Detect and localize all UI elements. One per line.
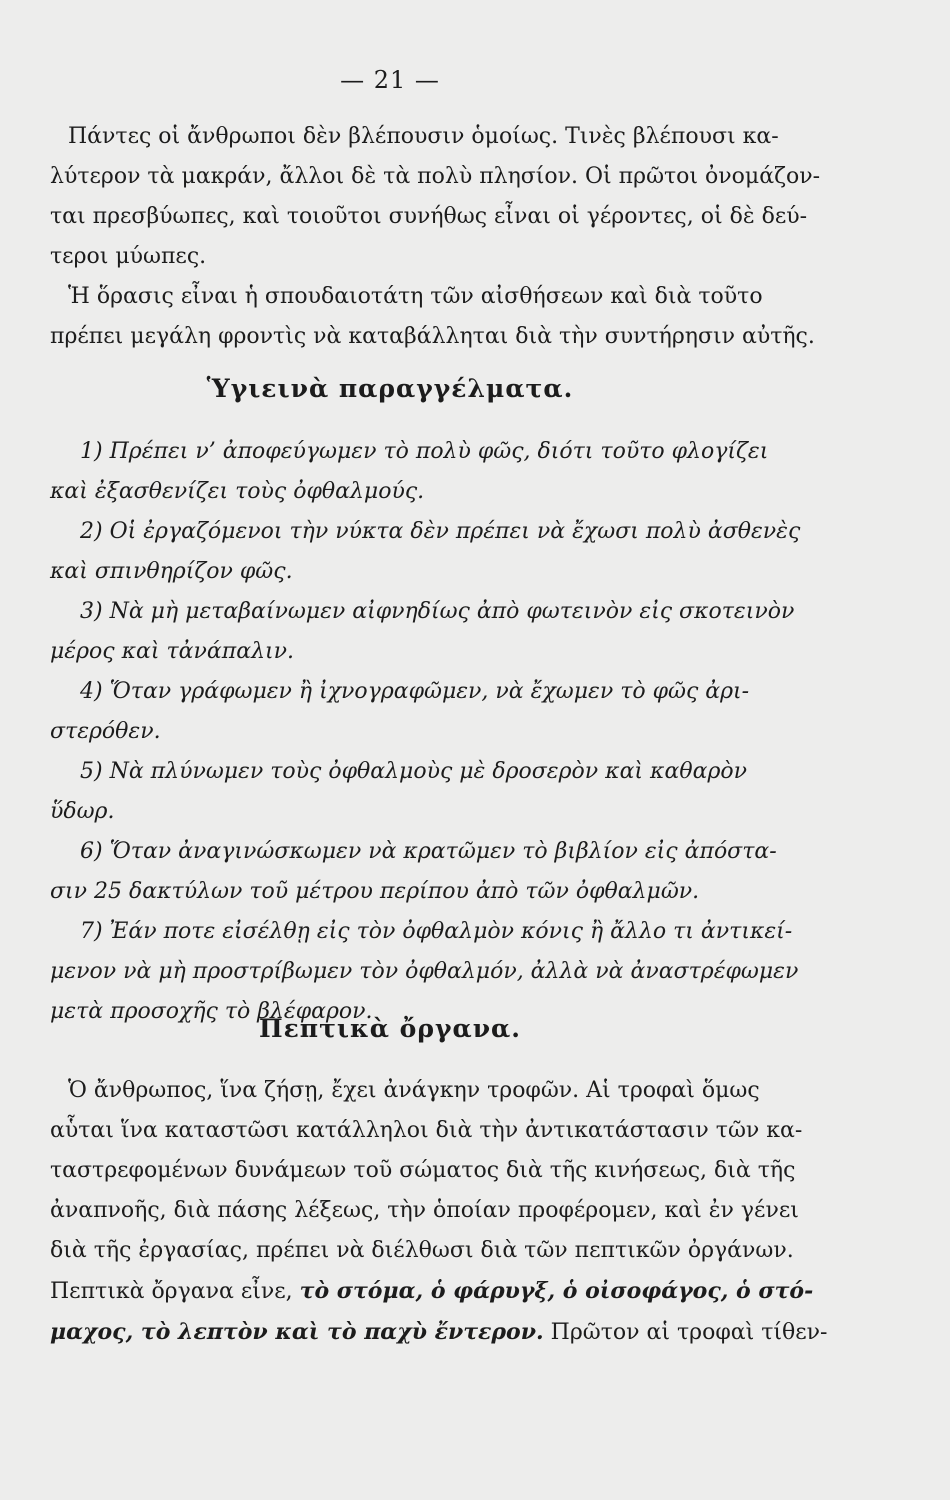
intro-line: πρέπει μεγάλη φροντὶς νὰ καταβάλληται διὰ τὴν συντήρησιν αὐτῆς. bbox=[50, 324, 815, 349]
digestive-line-organs bbox=[50, 1271, 814, 1312]
hygiene-line: 3) Νὰ μὴ μεταβαίνωμεν αἰφνηδίως ἀπὸ φωτεινὸν εἰς σκοτεινὸν bbox=[80, 599, 795, 624]
hygiene-line: στερόθεν. bbox=[50, 719, 161, 744]
intro-line: Πάντες οἱ ἄνθρωποι δὲν βλέπουσιν ὁμοίως. Τινὲς βλέπουσι κα- bbox=[68, 124, 779, 149]
hygiene-line: σιν 25 δακτύλων τοῦ μέτρου περίπου ἀπὸ τῶν ὀφθαλμῶν. bbox=[50, 879, 700, 904]
digestive-line: ἀναπνοῆς, διὰ πάσης λέξεως, τὴν ὁποίαν προφέρομεν, καὶ ἐν γένει bbox=[50, 1198, 799, 1223]
intro-line: Ἡ ὅρασις εἶναι ἡ σπουδαιοτάτη τῶν αἰσθήσεων καὶ διὰ τοῦτο bbox=[68, 284, 763, 309]
hygiene-list bbox=[50, 432, 801, 1032]
digestive-organs-intro: Πεπτικὰ ὄργανα εἶνε, bbox=[50, 1279, 293, 1304]
hygiene-line: 2) Οἱ ἐργαζόμενοι τὴν νύκτα δὲν πρέπει νὰ ἔχωσι πολὺ ἀσθενὲς bbox=[80, 519, 801, 544]
digestive-line: Ὁ ἄνθρωπος, ἵνα ζήσῃ, ἔχει ἀνάγκην τροφῶν. Αἱ τροφαὶ ὅμως bbox=[68, 1078, 760, 1103]
hygiene-line: μέρος καὶ τἀνάπαλιν. bbox=[50, 639, 295, 664]
hygiene-line: 7) Ἐάν ποτε εἰσέλθῃ εἰς τὸν ὀφθαλμὸν κόνις ἢ ἄλλο τι ἀντικεί- bbox=[80, 919, 793, 944]
digestive-line-continuation: Πρῶτον αἱ τροφαὶ τίθεν- bbox=[550, 1320, 828, 1345]
hygiene-line: μετὰ προσοχῆς τὸ βλέφαρον. bbox=[50, 999, 373, 1024]
digestive-line: διὰ τῆς ἐργασίας, πρέπει νὰ διέλθωσι διὰ τῶν πεπτικῶν ὀργάνων. bbox=[50, 1238, 794, 1263]
digestive-organs-list-end: μαχος, τὸ λεπτὸν καὶ τὸ παχὺ ἔντερον. bbox=[50, 1319, 544, 1345]
digestive-organs-list: τὸ στόμα, ὁ φάρυγξ, ὁ οἰσοφάγος, ὁ στό- bbox=[299, 1278, 814, 1304]
hygiene-line: 1) Πρέπει ν’ ἀποφεύγωμεν τὸ πολὺ φῶς, διότι τοῦτο φλογίζει bbox=[80, 439, 769, 464]
hygiene-line: μενον νὰ μὴ προστρίβωμεν τὸν ὀφθαλμόν, ἀλλὰ νὰ ἀναστρέφωμεν bbox=[50, 959, 799, 984]
hygiene-line: καὶ ἐξασθενίζει τοὺς ὀφθαλμούς. bbox=[50, 479, 425, 504]
intro-line: λύτερον τὰ μακράν, ἄλλοι δὲ τὰ πολὺ πλησίον. Οἱ πρῶτοι ὀνομάζον- bbox=[50, 164, 821, 189]
digestive-line: αὗται ἵνα καταστῶσι κατάλληλοι διὰ τὴν ἀντικατάστασιν τῶν κα- bbox=[50, 1118, 803, 1143]
intro-line: ται πρεσβύωπες, καὶ τοιοῦτοι συνήθως εἶναι οἱ γέροντες, οἱ δὲ δεύ- bbox=[50, 204, 808, 229]
hygiene-line: 4) Ὅταν γράφωμεν ἢ ἰχνογραφῶμεν, νὰ ἔχωμεν τὸ φῶς ἀρι- bbox=[80, 679, 750, 704]
hygiene-line: καὶ σπινθηρίζον φῶς. bbox=[50, 559, 293, 584]
digestive-line-organs-end bbox=[50, 1312, 828, 1353]
digestive-line: ταστρεφομένων δυνάμεων τοῦ σώματος διὰ τῆς κινήσεως, διὰ τῆς bbox=[50, 1158, 796, 1183]
hygiene-line: 5) Νὰ πλύνωμεν τοὺς ὀφθαλμοὺς μὲ δροσερὸν καὶ καθαρὸν bbox=[80, 759, 747, 784]
section-heading-digestive: Πεπτικὰ ὄργανα. bbox=[258, 1014, 522, 1043]
section-heading-hygiene: Ὑγιεινὰ παραγγέλματα. bbox=[206, 374, 574, 403]
intro-paragraph bbox=[50, 117, 821, 357]
digestive-paragraph bbox=[50, 1071, 828, 1353]
page-number: — 21 — bbox=[340, 66, 440, 94]
hygiene-line: ὕδωρ. bbox=[50, 799, 115, 824]
intro-line: τεροι μύωπες. bbox=[50, 244, 207, 269]
hygiene-line: 6) Ὅταν ἀναγινώσκωμεν νὰ κρατῶμεν τὸ βιβλίον εἰς ἀπόστα- bbox=[80, 839, 777, 864]
